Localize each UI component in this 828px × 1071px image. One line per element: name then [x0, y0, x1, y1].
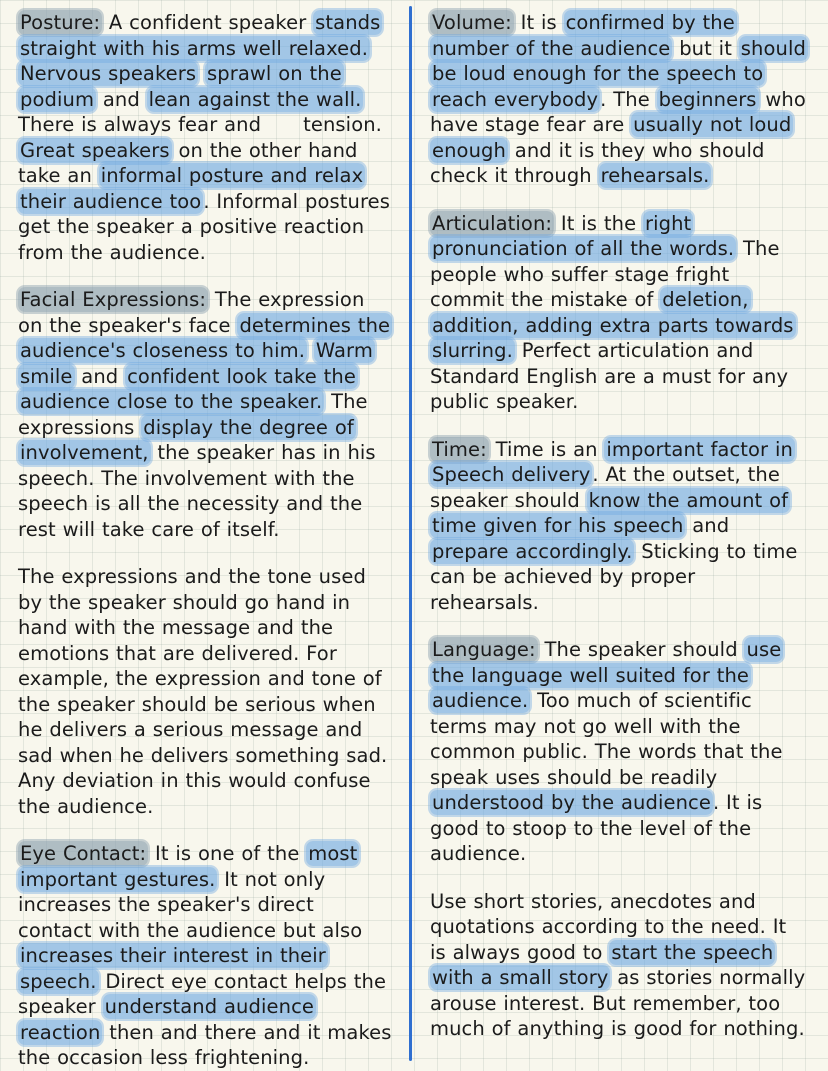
plain-text: Sticking to time can be achieved by proper rehearsals.: [430, 539, 798, 614]
highlighted-text: understand audience reaction: [20, 995, 314, 1044]
highlighted-text: should be loud enough for the speech to reach everybody: [432, 36, 806, 111]
highlighted-text: sprawl on the podium: [20, 62, 342, 111]
column-divider-line: [409, 6, 412, 1061]
plain-text: . Informal postures get the speaker a positive reaction from the audience.: [18, 189, 390, 264]
paragraph: [430, 10, 808, 189]
paragraph-heading: Language:: [432, 638, 536, 661]
highlighted-text: beginners: [658, 87, 757, 111]
plain-text: as stories normally arouse interest. But remember, too much of anything is good for nothing.: [430, 966, 806, 1040]
paragraph-heading: Volume:: [432, 11, 512, 34]
highlighted-text: display the degree of involvement,: [20, 415, 354, 464]
left-column: [10, 10, 412, 1069]
right-column: [412, 10, 814, 1061]
paragraph-heading: Time:: [432, 437, 487, 461]
paragraph: [430, 437, 808, 616]
plain-text: . It is good to stoop to the level of the audience.: [430, 791, 763, 865]
plain-text: The expressions and the tone used by the speaker should go hand in hand with the message and the emotions that are delivered. For example, the expression and tone of the speaker should be serious when he delivers a serious message and sad when he delivers something sad. Any deviation in this would confuse the audience.: [18, 565, 388, 818]
plain-text: then and there and it makes the occasion less frightening.: [18, 1020, 392, 1069]
plain-text: A confident speaker: [102, 11, 314, 34]
plain-text: . The: [600, 87, 657, 111]
plain-text: The expressions: [18, 390, 368, 439]
highlighted-text: confirmed by the number of the audience: [432, 11, 735, 60]
paragraph-heading: Eye Contact:: [20, 842, 147, 865]
paragraph: [18, 564, 394, 819]
plain-text: The expression on the speaker's face: [18, 288, 365, 337]
plain-text: the speaker has in his speech. The involvement with the speech is all the necessity and the rest will take care of itself.: [18, 441, 376, 541]
paragraph: [430, 211, 808, 415]
highlighted-text: Great speakers: [20, 138, 170, 162]
plain-text: Perfect articulation and Standard English are a must for any public speaker.: [430, 339, 789, 413]
plain-text: It not only increases the speaker's direct contact with the audience but also: [18, 867, 363, 942]
paragraph: [430, 889, 808, 1042]
highlighted-text: right pronunciation of all the words.: [432, 211, 735, 260]
highlighted-text: increases their interest in their speech.: [20, 944, 326, 993]
highlighted-text: determines the audience's closeness to him.: [20, 313, 391, 362]
plain-text: who have stage fear are: [430, 87, 806, 136]
highlighted-text: stands straight with his arms well relaxed. Nervous speakers: [20, 11, 381, 85]
highlighted-text: prepare accordingly.: [432, 539, 633, 563]
highlighted-text: usually not loud enough: [432, 113, 792, 162]
paragraph: [430, 637, 808, 867]
highlighted-text: Warm smile: [20, 339, 373, 388]
plain-text: The people who suffer stage fright commit the mistake of: [430, 237, 780, 311]
plain-text: and: [74, 364, 126, 388]
highlighted-text: rehearsals.: [600, 164, 710, 187]
plain-text: It is: [513, 11, 564, 34]
paragraph: [18, 287, 394, 542]
highlighted-text: understood by the audience: [432, 791, 711, 814]
highlighted-text: informal posture and relax their audience too: [20, 164, 364, 213]
plain-text: [307, 339, 314, 362]
plain-text: Use short stories, anecdotes and quotations according to the need. It is always good to: [430, 889, 787, 964]
plain-text: The speaker should: [537, 638, 745, 661]
paragraph: [18, 841, 394, 1071]
paragraph-heading: Facial Expressions:: [20, 288, 207, 311]
highlighted-text: confident look take the audience close to the speaker.: [20, 364, 356, 413]
plain-text: tension.: [303, 113, 382, 136]
plain-text: and: [685, 514, 730, 537]
highlighted-text: important factor in Speech delivery: [432, 437, 793, 486]
plain-text: It is the: [554, 211, 643, 235]
paragraph-heading: Articulation:: [432, 211, 553, 235]
plain-text: Too much of scientific terms may not go well with the common public. The words that the speak uses should be readily: [430, 689, 783, 789]
paragraph-heading: Posture:: [20, 11, 101, 34]
plain-text: but it: [672, 36, 739, 60]
plain-text: Time is an: [488, 437, 605, 461]
plain-text: There is always fear and: [18, 113, 262, 136]
plain-text: and: [96, 87, 147, 111]
highlighted-text: lean against the wall.: [148, 87, 362, 111]
paragraph: [18, 10, 394, 265]
plain-text: and it is they who should check it through: [430, 138, 765, 187]
plain-text: on the other hand take an: [18, 138, 358, 187]
highlighted-text: deletion, addition, adding extra parts towards slurring.: [432, 288, 794, 362]
highlighted-text: know the amount of time given for his speech: [432, 488, 789, 537]
highlighted-text: most important gestures.: [20, 842, 358, 891]
plain-text: It is one of the: [148, 842, 307, 865]
highlighted-text: start the speech with a small story: [432, 940, 774, 989]
plain-text: . At the outset, the speaker should: [430, 463, 780, 512]
plain-text: Direct eye contact helps the speaker: [18, 969, 387, 1018]
highlighted-text: use the language well suited for the audience.: [432, 638, 782, 712]
plain-text: [198, 62, 205, 85]
